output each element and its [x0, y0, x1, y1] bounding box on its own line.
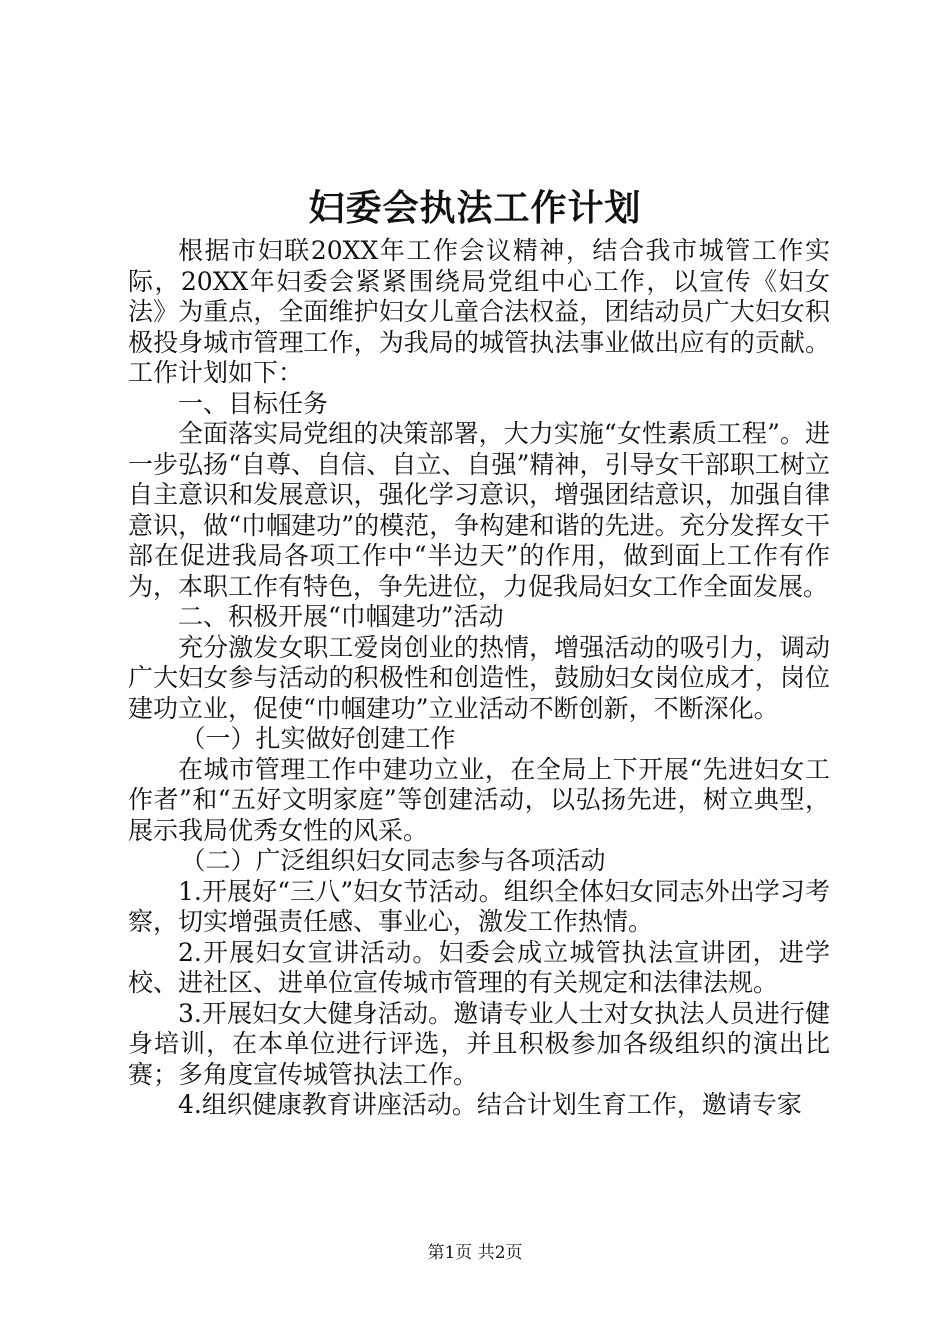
list-item-fitness: 3.开展妇女大健身活动。邀请专业人士对女执法人员进行健身培训，在本单位进行评选，并且积极参加各级组织的演出比赛；多角度宣传城管执法工作。: [128, 998, 830, 1089]
document-title: 妇委会执法工作计划: [308, 187, 642, 229]
creation-paragraph: 在城市管理工作中建功立业，在全局上下开展“先进妇女工作者”和“五好文明家庭”等创建活动，以弘扬先进，树立典型，展示我局优秀女性的风采。: [128, 754, 830, 845]
section-heading-activities: 二、积极开展“巾帼建功”活动: [178, 602, 504, 631]
page-number-footer: 第1页 共2页: [427, 1243, 523, 1263]
subsection-heading-creation: （一）扎实做好创建工作: [180, 724, 456, 753]
document-body: [128, 236, 830, 1121]
section-heading-goals: 一、目标任务: [178, 388, 329, 418]
activities-paragraph: 充分激发女职工爱岗创业的热情，增强活动的吸引力，调动广大妇女参与活动的积极性和创造性，鼓励妇女岗位成才，岗位建功立业，促使“巾帼建功”立业活动不断创新，不断深化。: [128, 632, 830, 723]
subsection-heading-participation: （二）广泛组织妇女同志参与各项活动: [180, 846, 606, 875]
list-item-lecture: 2.开展妇女宣讲活动。妇委会成立城管执法宣讲团，进学校、进社区、进单位宣传城市管理的有关规定和法律法规。: [128, 937, 830, 997]
list-item-womens-day: 1.开展好“三八”妇女节活动。组织全体妇女同志外出学习考察，切实增强责任感、事业心，激发工作热情。: [128, 876, 830, 936]
intro-paragraph: 根据市妇联20XX年工作会议精神，结合我市城管工作实际，20XX年妇委会紧紧围绕局党组中心工作，以宣传《妇女法》为重点，全面维护妇女儿童合法权益，团结动员广大妇女积极投身城市管理工作，为我局的城管执法事业做出应有的贡献。工作计划如下：: [128, 236, 830, 387]
goals-paragraph: 全面落实局党组的决策部署，大力实施“女性素质工程”。进一步弘扬“自尊、自信、自立、自强”精神，引导女干部职工树立自主意识和发展意识，强化学习意识，增强团结意识，加强自律意识，做“巾帼建功”的模范，争构建和谐的先进。充分发挥女干部在促进我局各项工作中“半边天”的作用，做到面上工作有作为，本职工作有特色，争先进位，力促我局妇女工作全面发展。: [128, 419, 830, 601]
list-item-health-education: 4.组织健康教育讲座活动。结合计划生育工作，邀请专家: [178, 1090, 802, 1119]
